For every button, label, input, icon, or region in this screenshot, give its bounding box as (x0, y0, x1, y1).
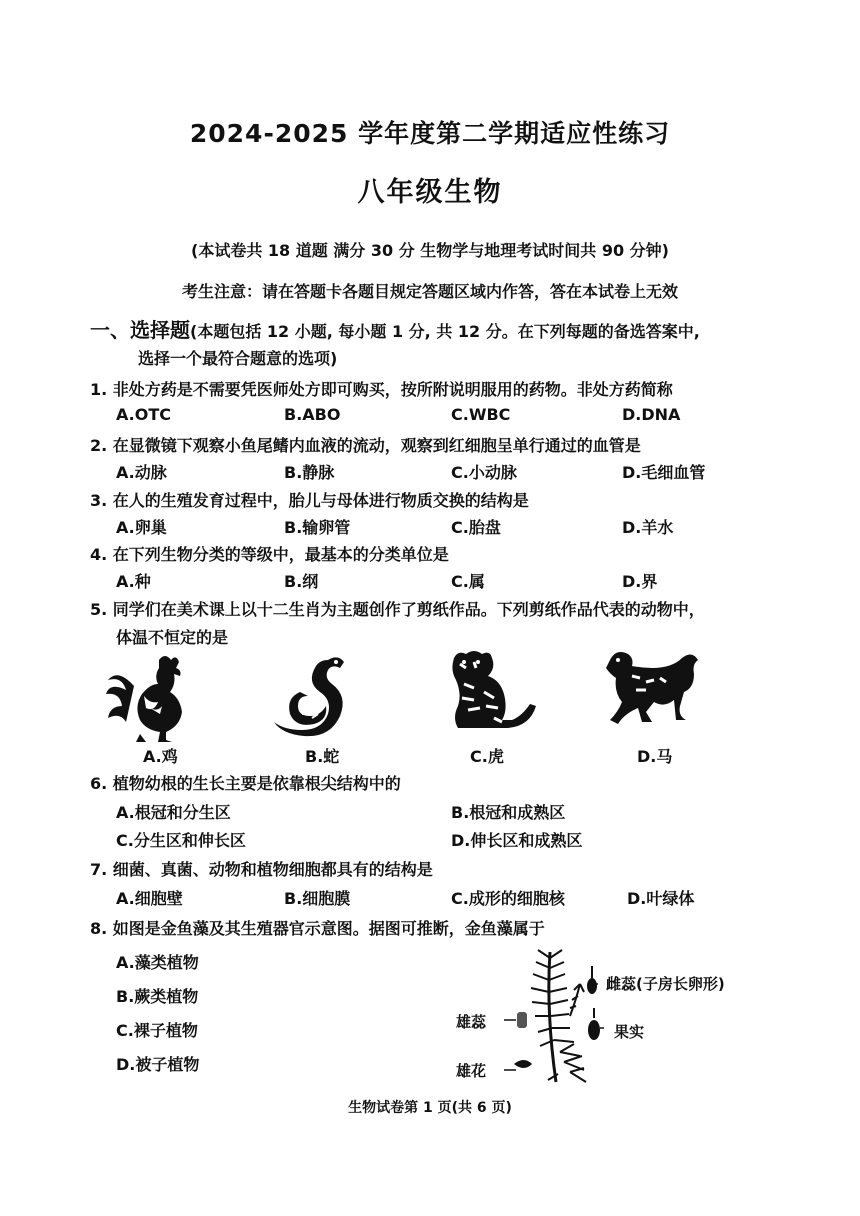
question-3-stem: 3. 在人的生殖发育过程中，胎儿与母体进行物质交换的结构是 (90, 491, 529, 510)
question-1-stem: 1. 非处方药是不需要凭医师处方即可购买，按所附说明服用的药物。非处方药简称 (90, 380, 673, 399)
q3-option-d: D.羊水 (622, 518, 674, 537)
q7-option-a: A.细胞壁 (116, 889, 183, 908)
q7-option-c: C.成形的细胞核 (451, 889, 565, 908)
question-5-stem-line2: 体温不恒定的是 (116, 628, 229, 647)
section-heading (90, 314, 700, 343)
q4-option-c: C.属 (451, 572, 485, 591)
question-5-stem: 5. 同学们在美术课上以十二生肖为主题创作了剪纸作品。下列剪纸作品代表的动物中， (90, 600, 705, 619)
q2-option-c: C.小动脉 (451, 463, 517, 482)
q5-option-a: A.鸡 (143, 747, 178, 766)
question-8-stem: 8. 如图是金鱼藻及其生殖器官示意图。据图可推断，金鱼藻属于 (90, 919, 545, 938)
snake-papercut-image (262, 652, 357, 744)
q6-option-d: D.伸长区和成熟区 (451, 831, 583, 850)
label-male-flower: 雄花 (456, 1062, 487, 1080)
section-note-line2: 选择一个最符合题意的选项) (138, 349, 338, 368)
q4-option-b: B.纲 (284, 572, 319, 591)
q8-option-c: C.裸子植物 (116, 1021, 198, 1040)
label-stamen: 雄蕊 (456, 1013, 487, 1031)
q6-option-c: C.分生区和伸长区 (116, 831, 246, 850)
q8-option-d: D.被子植物 (116, 1055, 200, 1074)
q1-option-d: D.DNA (622, 405, 681, 424)
q6-option-b: B.根冠和成熟区 (451, 803, 566, 822)
question-4-stem: 4. 在下列生物分类的等级中，最基本的分类单位是 (90, 545, 449, 564)
q4-option-d: D.界 (622, 572, 658, 591)
q1-option-a: A.OTC (116, 405, 172, 424)
tiger-papercut-image (444, 648, 544, 740)
label-leader-lines (490, 980, 610, 1080)
q5-option-b: B.蛇 (305, 747, 340, 766)
label-fruit: 果实 (614, 1023, 645, 1041)
exam-notice: 考生注意：请在答题卡各题目规定答题区域内作答，答在本试卷上无效 (181, 282, 678, 301)
q7-option-d: D.叶绿体 (627, 889, 695, 908)
q7-option-b: B.细胞膜 (284, 889, 351, 908)
page-footer: 生物试卷第 1 页(共 6 页) (348, 1100, 512, 1116)
q1-option-c: C.WBC (451, 405, 511, 424)
exam-subject: 八年级生物 (357, 177, 503, 208)
q5-option-c: C.虎 (470, 747, 504, 766)
q8-option-b: B.蕨类植物 (116, 987, 199, 1006)
q2-option-b: B.静脉 (284, 463, 335, 482)
q5-option-d: D.马 (637, 747, 673, 766)
question-2-stem: 2. 在显微镜下观察小鱼尾鳍内血液的流动，观察到红细胞呈单行通过的血管是 (90, 436, 641, 455)
q6-option-a: A.根冠和分生区 (116, 803, 231, 822)
q4-option-a: A.种 (116, 572, 151, 591)
q3-option-b: B.输卵管 (284, 518, 351, 537)
section-title: 一、选择题 (90, 318, 190, 342)
section-note: (本题包括 12 小题, 每小题 1 分, 共 12 分。在下列每题的备选答案中, (190, 322, 700, 341)
exam-title: 2024-2025 学年度第二学期适应性练习 (189, 119, 671, 148)
q1-option-b: B.ABO (284, 405, 341, 424)
question-6-stem: 6. 植物幼根的生长主要是依靠根尖结构中的 (90, 774, 401, 793)
q3-option-c: C.胎盘 (451, 518, 501, 537)
q2-option-d: D.毛细血管 (622, 463, 706, 482)
question-7-stem: 7. 细菌、真菌、动物和植物细胞都具有的结构是 (90, 860, 433, 879)
label-pistil: 雌蕊(子房长卵形) (606, 975, 725, 993)
exam-info: (本试卷共 18 道题 满分 30 分 生物学与地理考试时间共 90 分钟) (191, 241, 669, 260)
q2-option-a: A.动脉 (116, 463, 167, 482)
rooster-papercut-image (104, 652, 194, 744)
q3-option-a: A.卵巢 (116, 518, 167, 537)
horse-papercut-image (602, 646, 702, 736)
q8-option-a: A.藻类植物 (116, 953, 199, 972)
